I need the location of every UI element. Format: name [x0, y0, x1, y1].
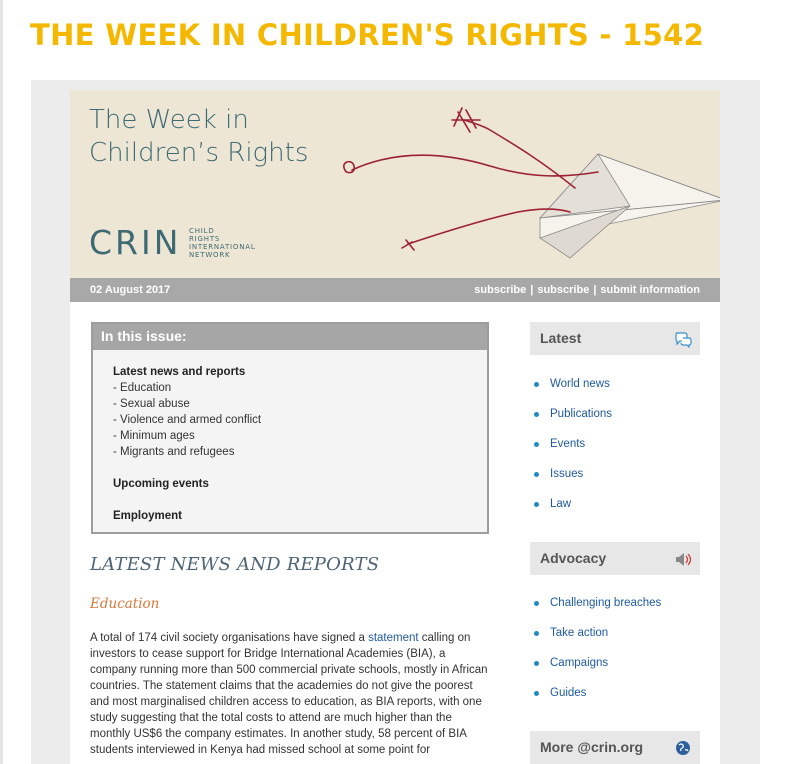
sidebar-more-title: More @crin.org — [540, 739, 644, 755]
toc-spacer — [113, 460, 487, 476]
sidebar-item-publications[interactable] — [534, 406, 612, 436]
sidebar-item-guides[interactable] — [534, 685, 661, 715]
sidebar-item-label[interactable]: Events — [550, 438, 586, 450]
crin-logo-sub-line: CHILD — [189, 227, 215, 235]
subscribe-link-2[interactable]: subscribe — [537, 284, 590, 296]
sidebar-item-label[interactable]: Challenging breaches — [550, 597, 662, 609]
date-bar — [70, 278, 720, 302]
toc-spacer — [113, 492, 487, 508]
toc-employment[interactable]: Employment — [113, 510, 183, 522]
submit-information-link[interactable]: submit information — [600, 284, 700, 296]
in-this-issue-list — [93, 350, 487, 524]
newsletter-banner — [70, 90, 720, 278]
banner-title-line-2: Children’s Rights — [89, 138, 309, 168]
sidebar-item-label[interactable]: Campaigns — [550, 657, 609, 669]
toc-item[interactable]: - Sexual abuse — [113, 398, 190, 410]
sidebar-item-label[interactable]: Take action — [550, 627, 609, 639]
link-separator: | — [530, 284, 534, 296]
sidebar-item-label[interactable]: Guides — [550, 687, 587, 699]
sidebar-latest-title: Latest — [540, 330, 582, 346]
crin-logo-sub-line: RIGHTS — [189, 235, 221, 243]
toc-upcoming-events[interactable]: Upcoming events — [113, 478, 209, 490]
left-edge-rule — [0, 0, 3, 764]
sidebar-item-challenging-breaches[interactable] — [534, 595, 661, 625]
sidebar-item-events[interactable] — [534, 436, 612, 466]
toc-item[interactable]: - Education — [113, 382, 172, 394]
speech-bubbles-icon — [674, 330, 692, 348]
section-heading: LATEST NEWS AND REPORTS — [90, 554, 380, 575]
sidebar-latest-list — [534, 376, 612, 526]
sidebar-item-label[interactable]: Issues — [550, 468, 584, 480]
issue-date: 02 August 2017 — [90, 284, 171, 296]
section-subheading: Education — [90, 596, 160, 612]
subscribe-link[interactable]: subscribe — [474, 284, 527, 296]
toc-latest-news[interactable]: Latest news and reports — [113, 366, 246, 378]
sidebar-item-label[interactable]: Publications — [550, 408, 613, 420]
toc-item[interactable]: - Minimum ages — [113, 430, 195, 442]
article-paragraph — [90, 630, 490, 758]
globe-icon — [674, 739, 692, 757]
crin-logo-subtitle — [189, 227, 279, 259]
sidebar-item-take-action[interactable] — [534, 625, 661, 655]
sidebar-more-header — [530, 731, 700, 764]
page-title: THE WEEK IN CHILDREN'S RIGHTS - 1542 — [30, 18, 705, 52]
statement-link[interactable]: statement — [368, 632, 419, 644]
sidebar-item-label[interactable]: World news — [550, 378, 610, 390]
banner-title-line-1: The Week in — [89, 105, 249, 135]
sidebar-latest-header — [530, 322, 700, 355]
sidebar-advocacy-list — [534, 595, 661, 715]
megaphone-icon — [674, 550, 692, 568]
newsletter-content — [70, 302, 720, 764]
sidebar-item-label[interactable]: Law — [550, 498, 572, 510]
in-this-issue-box — [91, 322, 489, 534]
crin-logo-sub-line: NETWORK — [189, 251, 231, 259]
link-separator: | — [593, 284, 597, 296]
toc-item[interactable]: - Violence and armed conflict — [113, 414, 262, 426]
header-links — [474, 284, 700, 296]
sidebar-item-world-news[interactable] — [534, 376, 612, 406]
toc-item[interactable]: - Migrants and refugees — [113, 446, 235, 458]
sidebar-item-issues[interactable] — [534, 466, 612, 496]
paragraph-text: A total of 174 civil society organisations have signed a — [90, 632, 369, 644]
sidebar-item-campaigns[interactable] — [534, 655, 661, 685]
crin-logo-sub-line: INTERNATIONAL — [189, 243, 256, 251]
crin-logo-wordmark: CRIN — [89, 223, 182, 262]
banner-title — [89, 104, 389, 170]
paragraph-text: calling on investors to cease support for Bridge International Academies (BIA), a company running more than 500 commercial private schools, mostly in African countries. The statement claims that the academies do not give the poorest and most marginalised children access to education, as BIA reports, with one study suggesting that the total costs to attend are much higher than the monthly US$6 the company estimates. In another study, 58 percent of BIA students interviewed in Kenya had missed school at some point for — [90, 632, 488, 756]
sidebar-item-law[interactable] — [534, 496, 612, 526]
paper-plane — [540, 154, 720, 258]
in-this-issue-heading: In this issue: — [93, 324, 487, 350]
sidebar-advocacy-title: Advocacy — [540, 550, 607, 566]
sidebar-advocacy-header — [530, 542, 700, 575]
